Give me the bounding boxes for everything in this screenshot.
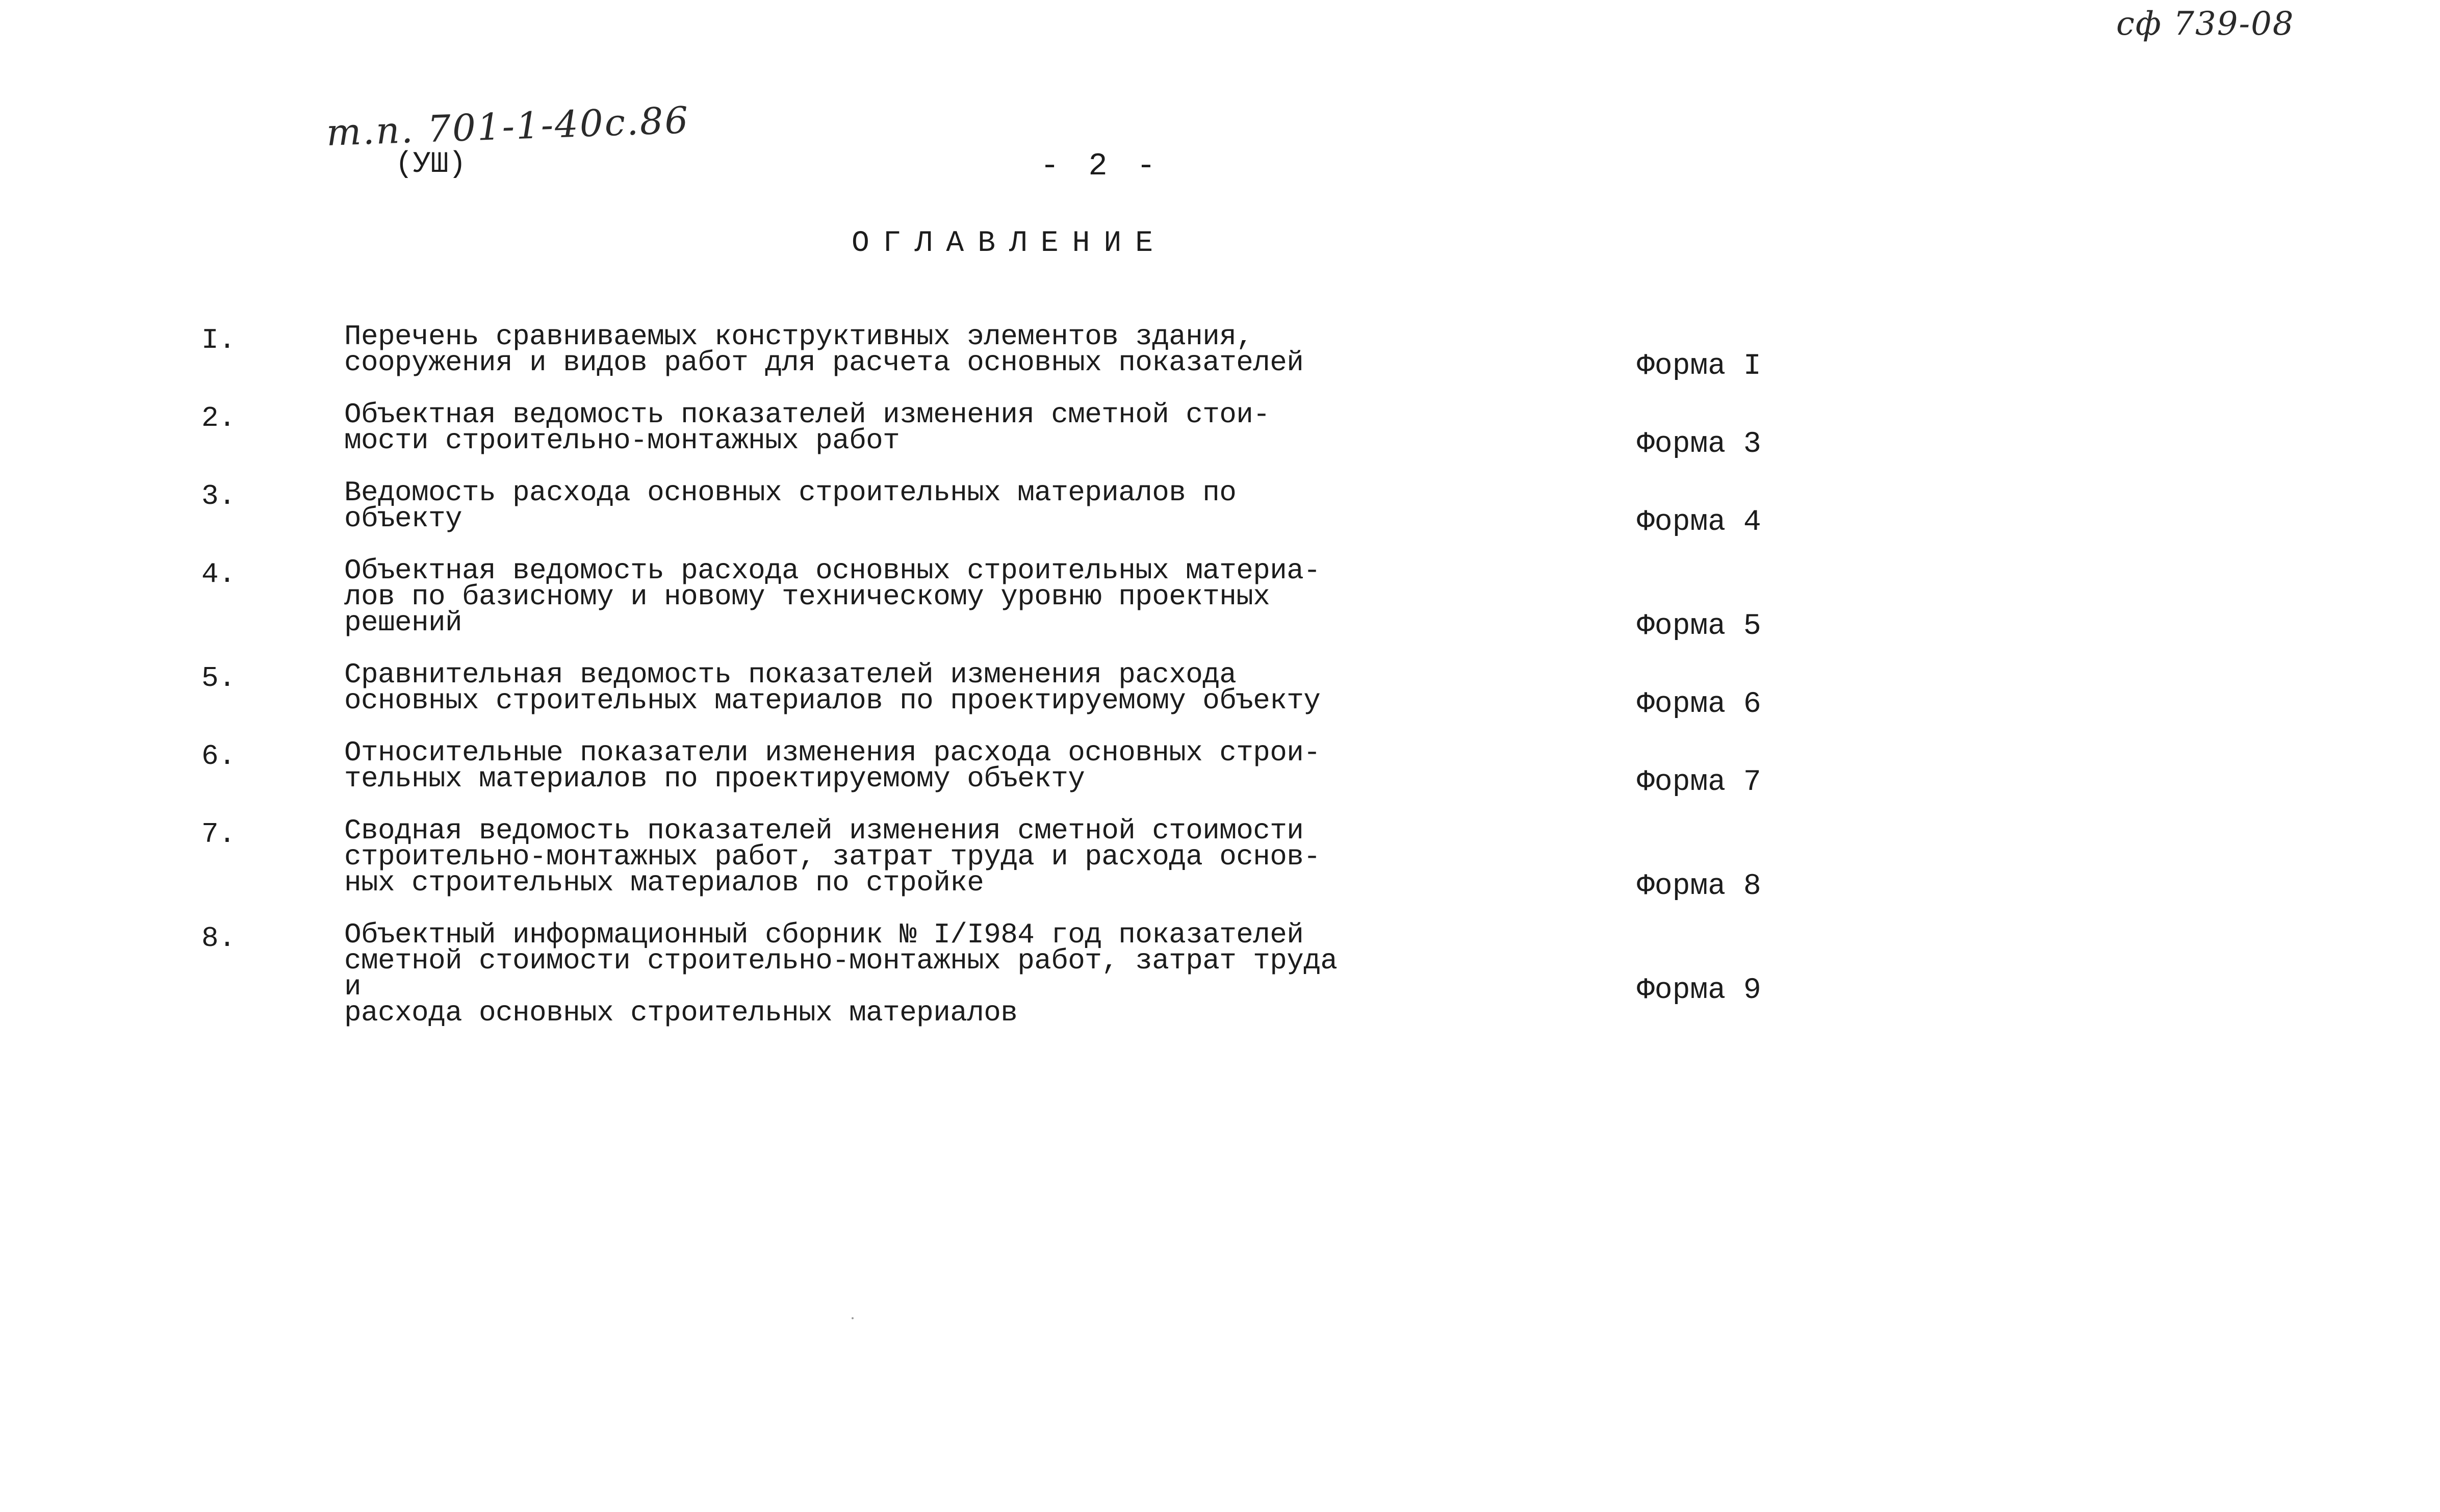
toc-item-text: Сводная ведомость показателей изменения сметной стоимости строительно-монтажных работ, затрат труда и расхода основ- ных строительных материалов по стройке — [344, 814, 1321, 899]
toc-item-text: Относительные показатели изменения расхода основных строи- тельных материалов по проектируемому объекту — [344, 736, 1321, 795]
toc-item-number: 6. — [201, 740, 236, 773]
toc-item-number: 5. — [201, 662, 236, 695]
volume-label: (УШ) — [395, 148, 467, 181]
toc-item-number: 2. — [201, 402, 236, 434]
toc-item-text: Ведомость расхода основных строительных материалов по объекту — [344, 476, 1237, 535]
toc-item-text: Перечень сравниваемых конструктивных элементов здания, сооружения и видов работ для расчета основных показателей — [344, 320, 1304, 379]
toc-item-text: Сравнительная ведомость показателей изменения расхода основных строительных материалов по проектируемому объекту — [344, 658, 1321, 717]
toc-item-form: Форма 7 — [1637, 766, 1761, 799]
page-number: - 2 - — [1040, 148, 1161, 184]
document-code-handwritten: т.п. 701-1-40с.86 — [325, 98, 690, 154]
toc-item-text: Объектный информационный сборник № I/I984 год показателей сметной стоимости строительно-монтажных работ, затрат труда и расхода основных строительных материалов — [344, 918, 1338, 1029]
toc-item-number: 8. — [201, 922, 236, 955]
toc-item-form: Форма 8 — [1637, 870, 1761, 903]
toc-item-form: Форма 4 — [1637, 506, 1761, 539]
toc-item-form: Форма I — [1637, 350, 1761, 383]
toc-item-text: Объектная ведомость показателей изменения сметной стои- мости строительно-монтажных работ — [344, 398, 1270, 457]
scan-speck — [852, 1317, 854, 1319]
toc-item-form: Форма 5 — [1637, 610, 1761, 643]
toc-item-number: 7. — [201, 818, 236, 851]
page-title: ОГЛАВЛЕНИЕ — [852, 227, 1167, 260]
toc-item-number: I. — [201, 324, 236, 356]
toc-item-form: Форма 3 — [1637, 428, 1761, 461]
toc-item-text: Объектная ведомость расхода основных строительных материа- лов по базисному и новому техническому уровню проектных решений — [344, 554, 1321, 639]
toc-item-number: 3. — [201, 480, 236, 512]
toc-item-form: Форма 9 — [1637, 974, 1761, 1007]
toc-item-number: 4. — [201, 558, 236, 591]
toc-item-form: Форма 6 — [1637, 688, 1761, 721]
archive-code-handwritten: сф 739-08 — [2116, 5, 2295, 43]
